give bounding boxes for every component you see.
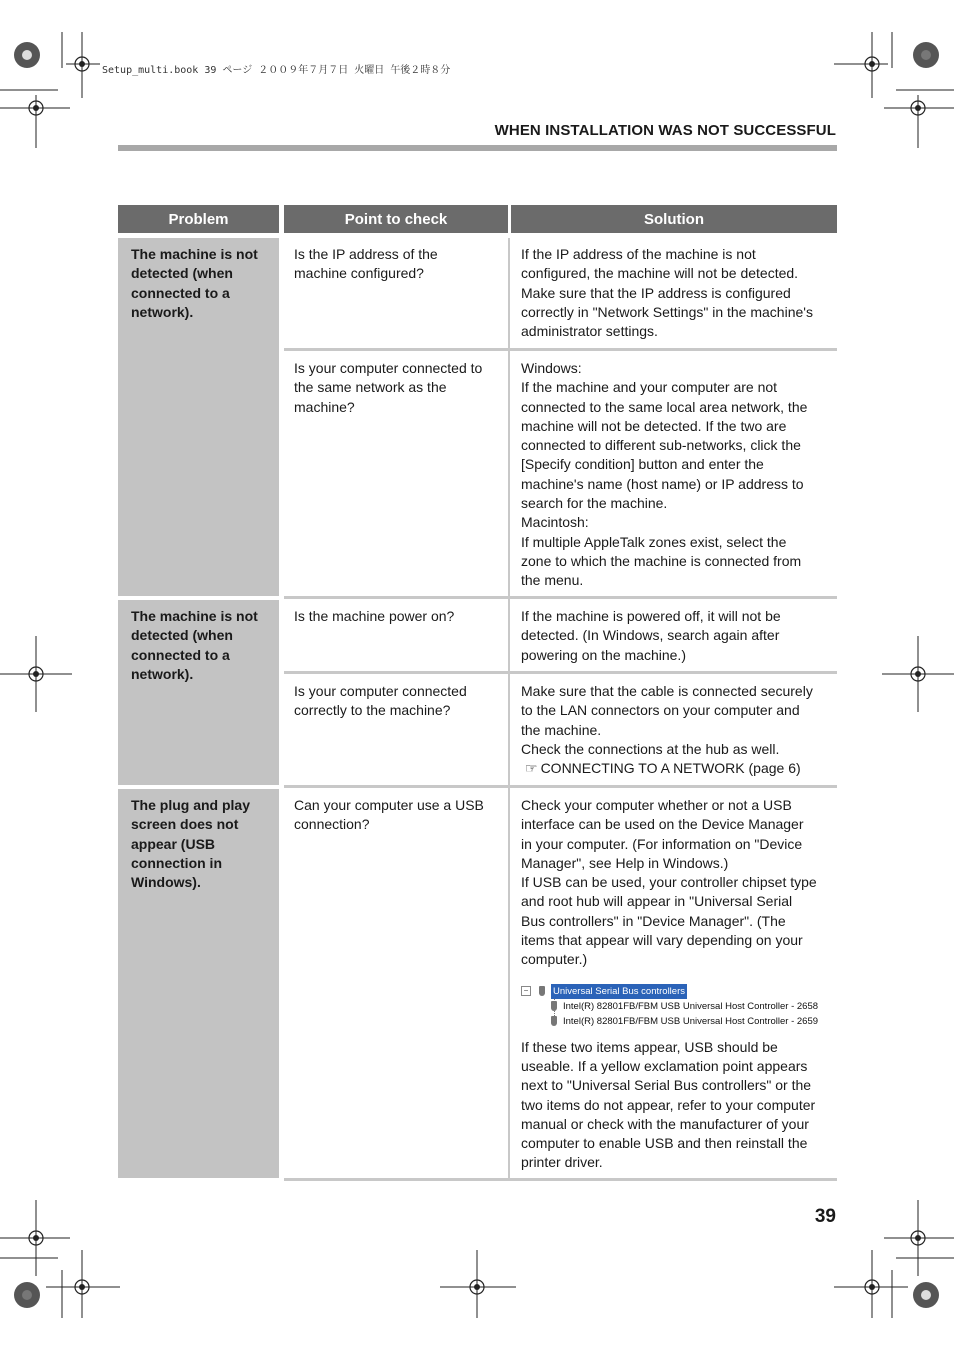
column-separator	[508, 238, 510, 1180]
row-separator	[284, 348, 837, 351]
check-cell-same-network	[284, 352, 508, 417]
text-line: the machine.	[521, 721, 602, 738]
text-line: Make sure that the IP address is configured	[521, 284, 791, 301]
text-line: search for the machine.	[521, 495, 668, 512]
text-line: connection in	[131, 854, 222, 871]
text-line: The plug and play	[131, 797, 251, 813]
text-line: machine's name (host name) or IP address to	[521, 475, 804, 492]
check-cell-power	[284, 600, 508, 626]
text-line: connection?	[294, 816, 370, 833]
check-cell-connection	[284, 675, 508, 721]
text-line: connected to different sub-networks, click the	[521, 437, 801, 454]
text-line: machine configured?	[294, 265, 424, 282]
solution-cell-ip-address	[511, 238, 837, 341]
cross-reference-text: CONNECTING TO A NETWORK (page 6)	[540, 760, 801, 777]
text-line: detected (when	[131, 265, 233, 282]
text-line: detected. (In Windows, search again after	[521, 627, 780, 644]
text-line: the menu.	[521, 572, 584, 589]
text-line: screen does not	[131, 816, 239, 833]
text-line: If the machine and your computer are not	[521, 379, 778, 396]
text-line: Check your computer whether or not a USB	[521, 797, 792, 813]
text-line: Is your computer connected	[294, 683, 467, 699]
text-line: correctly in "Network Settings" in the machine's	[521, 303, 813, 320]
text-line: printer driver.	[521, 1154, 603, 1171]
text-line: zone to which the machine is connected from	[521, 552, 802, 569]
text-line: to the LAN connectors on your computer and	[521, 702, 800, 719]
row-separator	[284, 596, 837, 599]
usb-icon	[551, 1001, 557, 1011]
solution-cell-connection	[511, 675, 837, 778]
text-line: The machine is not	[131, 246, 258, 262]
text-line: Is the IP address of the	[294, 246, 438, 262]
text-line: [Specify condition] button and enter the	[521, 456, 764, 473]
text-line: machine?	[294, 398, 355, 415]
title-rule	[118, 145, 837, 151]
text-line: computer to enable USB and then reinstall the	[521, 1135, 808, 1152]
text-line: correctly to the machine?	[294, 702, 451, 719]
text-line: Manager", see Help in Windows.)	[521, 854, 729, 871]
header-solution: Solution	[511, 205, 837, 233]
text-line: connected to the same local area network, the	[521, 398, 808, 415]
text-line: powering on the machine.)	[521, 646, 686, 663]
text-line: detected (when	[131, 627, 233, 644]
text-line: the same network as the	[294, 379, 447, 396]
tree-item-label: Intel(R) 82801FB/FBM USB Universal Host Controller - 2658	[563, 1000, 819, 1012]
text-line: Is your computer connected to	[294, 360, 483, 376]
usb-icon	[539, 986, 545, 996]
text-line: Check the connections at the hub as well.	[521, 740, 780, 757]
tree-item-row[interactable]	[551, 1014, 818, 1029]
text-line: The machine is not	[131, 608, 258, 624]
tree-root-label: Universal Serial Bus controllers	[553, 985, 685, 997]
pointing-hand-icon: ☞	[525, 760, 538, 777]
text-line: If the machine is powered off, it will not be	[521, 608, 781, 624]
text-line: configured, the machine will not be detected.	[521, 265, 799, 282]
text-line: network).	[131, 303, 194, 320]
text-line: manual or check with the manufacturer of your	[521, 1115, 809, 1132]
check-cell-ip-address	[284, 238, 508, 284]
text-line: If these two items appear, USB should be	[521, 1038, 778, 1055]
page-number: 39	[814, 1206, 836, 1227]
tree-item-row[interactable]	[551, 999, 818, 1014]
text-line: Windows:	[521, 360, 582, 376]
text-line: Windows).	[131, 874, 201, 891]
printer-mark-text: Setup_multi.book 39 ページ ２００９年７月７日 火曜日 午後２時８分	[102, 65, 451, 76]
text-line: If multiple AppleTalk zones exist, select the	[521, 533, 787, 550]
text-line: useable. If a yellow exclamation point appears	[521, 1057, 808, 1074]
tree-root-row[interactable]	[521, 984, 687, 999]
text-line: Make sure that the cable is connected securely	[521, 683, 813, 699]
text-line: in your computer. (For information on "Device	[521, 835, 803, 852]
text-line: Can your computer use a USB	[294, 797, 484, 813]
text-line: items that appear will vary depending on your	[521, 932, 803, 949]
problem-cell-2	[118, 600, 279, 785]
row-separator	[284, 671, 837, 674]
solution-cell-power	[511, 600, 837, 665]
cross-reference-link[interactable]	[521, 759, 833, 778]
text-line: computer.)	[521, 951, 588, 968]
text-line: Bus controllers" in "Device Manager". (The	[521, 912, 786, 929]
header-problem: Problem	[118, 205, 279, 233]
row-separator	[284, 785, 837, 788]
text-line: Is the machine power on?	[294, 608, 455, 624]
tree-item-label: Intel(R) 82801FB/FBM USB Universal Host Controller - 2659	[563, 1015, 819, 1027]
text-line: connected to a	[131, 646, 230, 663]
problem-cell-1	[118, 238, 279, 596]
text-line: two items do not appear, refer to your computer	[521, 1096, 816, 1113]
collapse-icon[interactable]: −	[521, 986, 531, 996]
row-separator	[284, 1178, 837, 1181]
text-line: network).	[131, 665, 194, 682]
text-line: and root hub will appear in "Universal Serial	[521, 893, 793, 910]
problem-cell-3	[118, 789, 279, 1178]
text-line: administrator settings.	[521, 323, 658, 340]
usb-icon	[551, 1016, 557, 1026]
text-line: appear (USB	[131, 835, 216, 852]
text-line: If USB can be used, your controller chipset type	[521, 874, 817, 891]
section-title: WHEN INSTALLATION WAS NOT SUCCESSFUL	[494, 122, 836, 139]
text-line: If the IP address of the machine is not	[521, 246, 756, 262]
text-line: connected to a	[131, 284, 230, 301]
text-line: Macintosh:	[521, 514, 589, 531]
solution-cell-usb	[511, 789, 837, 1173]
solution-cell-same-network	[511, 352, 837, 591]
check-cell-usb	[284, 789, 508, 835]
text-line: next to "Universal Serial Bus controllers" or the	[521, 1077, 812, 1094]
header-point-to-check: Point to check	[284, 205, 508, 233]
text-line: interface can be used on the Device Manager	[521, 816, 804, 833]
text-line: machine will not be detected. If the two are	[521, 417, 787, 434]
device-manager-tree	[521, 984, 833, 1030]
